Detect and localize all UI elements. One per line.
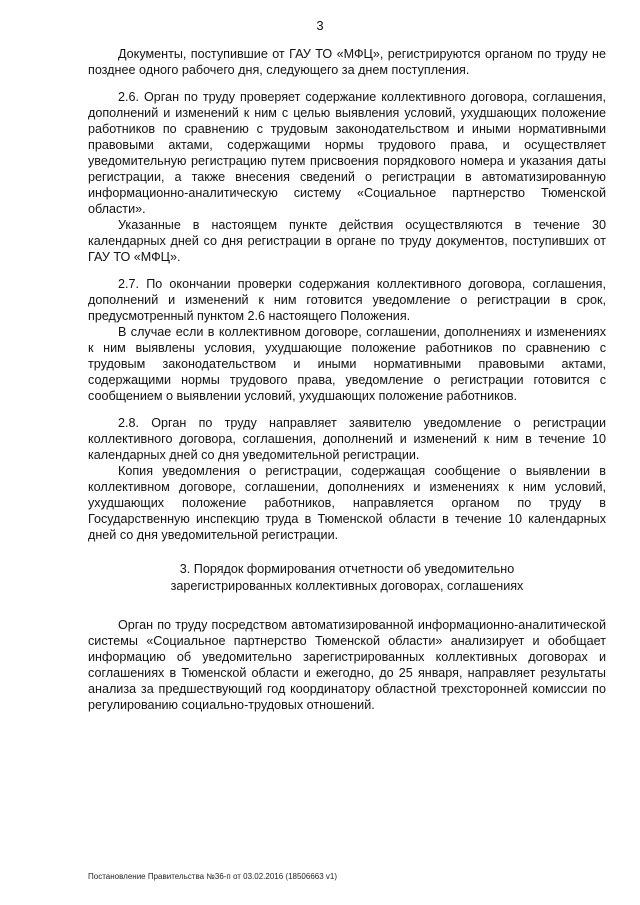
section-3-heading-line-1: 3. Порядок формирования отчетности об уведомительно <box>179 562 515 576</box>
section-3-heading <box>88 561 606 595</box>
paragraph-2-7: 2.7. По окончании проверки содержания коллективного договора, соглашения, дополнений и изменений к ним готовится уведомление о регистрации в срок, предусмотренный пунктом 2.6 настоящего Положения. <box>88 277 606 323</box>
paragraph-mfc-registration: Документы, поступившие от ГАУ ТО «МФЦ», регистрируются органом по труду не позднее одного рабочего дня, следующего за днем поступления. <box>88 47 606 77</box>
document-footer: Постановление Правительства №36-п от 03.02.2016 (18506663 v1) <box>88 872 338 881</box>
paragraph-2-6-deadline: Указанные в настоящем пункте действия осуществляются в течение 30 календарных дней со дня регистрации в органе по труду документов, поступивших от ГАУ ТО «МФЦ». <box>88 218 606 264</box>
paragraph-2-7-violations: В случае если в коллективном договоре, соглашении, дополнениях и изменениях к ним выявлены условия, ухудшающие положение работников по сравнению с трудовым законодательством и иными нормативными правовыми актами, содержащими нормы трудового права, уведомление о регистрации готовится с сообщением о выявлении условий, ухудшающих положение работников. <box>88 325 606 403</box>
page-number: 3 <box>316 18 324 33</box>
paragraph-2-8: 2.8. Орган по труду направляет заявителю уведомление о регистрации коллективного договора, соглашения, дополнений и изменений к ним в течение 10 календарных дней со дня уведомительной регистрации. <box>88 416 606 462</box>
paragraph-2-6: 2.6. Орган по труду проверяет содержание коллективного договора, соглашения, дополнений и изменений к ним с целью выявления условий, ухудшающих положение работников по сравнению с трудовым законодательством и иными нормативными правовыми актами, содержащими нормы трудового права, и осуществляет уведомительную регистрацию путем присвоения порядкового номера и указания даты регистрации, а также внесения сведений о регистрации в автоматизированную информационно-аналитическую систему «Социальное партнерство Тюменской области». <box>88 90 606 216</box>
section-3-heading-line-2: зарегистрированных коллективных договорах, соглашениях <box>170 579 524 593</box>
paragraph-section-3: Орган по труду посредством автоматизированной информационно-аналитической системы «Социальное партнерство Тюменской области» анализирует и обобщает информацию об уведомительно зарегистрированных коллективных договорах и соглашениях в Тюменской области и ежегодно, до 25 января, направляет результаты анализа за предшествующий год координатору областной трехсторонней комиссии по регулированию социально-трудовых отношений. <box>88 618 606 712</box>
document-body <box>88 46 606 713</box>
paragraph-2-8-copy: Копия уведомления о регистрации, содержащая сообщение о выявлении в коллективном договоре, соглашении, дополнениях и изменениях к ним условий, ухудшающих положение работников, направляется органом по труду в Государственную инспекцию труда в Тюменской области в течение 10 календарных дней со дня уведомительной регистрации. <box>88 464 606 542</box>
